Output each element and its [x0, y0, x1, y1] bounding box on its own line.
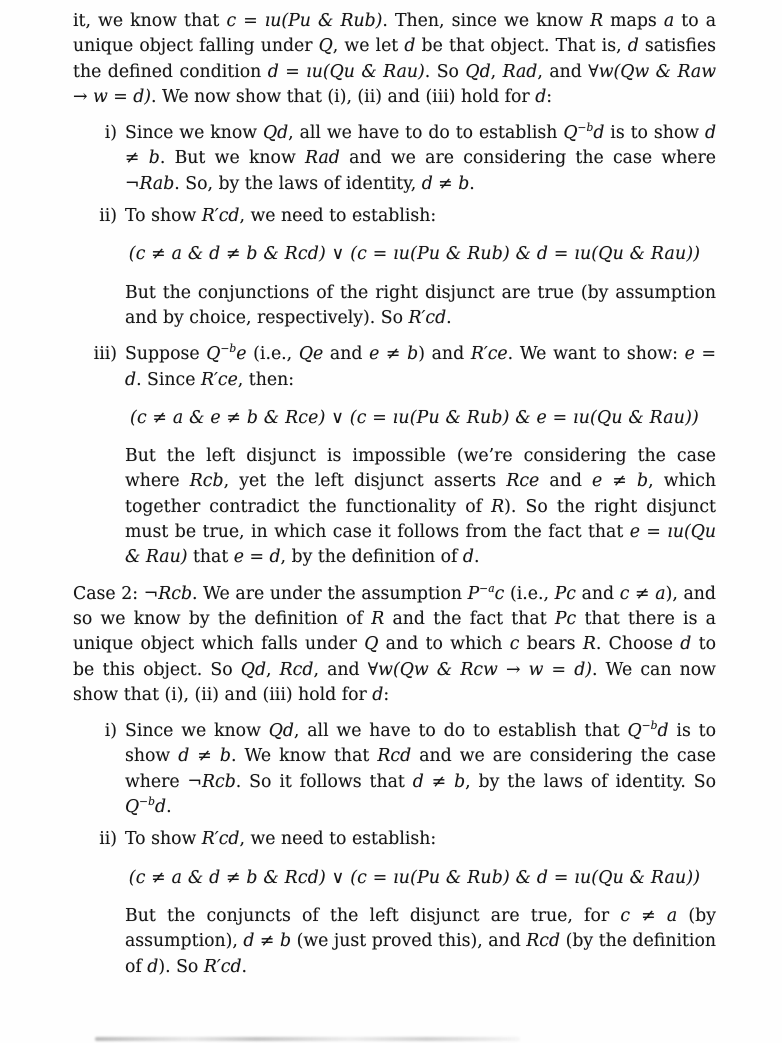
list-item-text: Since we know Qd, all we have to do to establish $Q^{-b}d$ is to show d ≠ b. But we know Rad and we are considering the case where ¬Rab. So, by the laws of identity, d ≠ b.	[125, 121, 717, 194]
display-formula: (c ≠ a & d ≠ b & Rcd) ∨ (c = ıu(Pu & Rub) & d = ıu(Qu & Rau))	[128, 867, 701, 888]
list-item	[73, 827, 716, 852]
list-item-continuation: But the left disjunct is impossible (we’re considering the case where Rcb, yet the left disjunct asserts Rce and e ≠ b, which together contradict the functionality of R). So the right disjunct must be true, in which case it follows from the fact that e = ıu(Qu & Rau) that e = d, by the definition of d.	[125, 446, 717, 568]
list-item-continuation: But the conjunctions of the right disjunct are true (by assumption and by choice, respectively). So R′cd.	[125, 282, 716, 328]
display-formula: (c ≠ a & e ≠ b & Rce) ∨ (c = ıu(Pu & Rub) & e = ıu(Qu & Rau))	[130, 407, 699, 428]
list-item-text: To show R′cd, we need to establish:	[125, 206, 437, 227]
list-item-text: Suppose $Q^{-b}e$ (i.e., Qe and e ≠ b) and R′ce. We want to show: e = d. Since R′ce, then:	[125, 342, 717, 390]
list-item-label: iii)	[93, 344, 117, 365]
display-formula: (c ≠ a & d ≠ b & Rcd) ∨ (c = ıu(Pu & Rub) & d = ıu(Qu & Rau))	[128, 244, 701, 265]
list-item-label: i)	[104, 721, 117, 742]
list-item-text: To show R′cd, we need to establish:	[125, 829, 437, 850]
clipped-next-line-fragment	[95, 1037, 520, 1041]
list-item	[73, 204, 716, 229]
list-item	[73, 342, 716, 393]
list-item	[73, 719, 716, 820]
list-item-label: i)	[104, 123, 117, 144]
paragraph: Case 2: ¬Rcb. We are under the assumption $P^{-a}c$ (i.e., Pc and c ≠ a), and so we know by the definition of R and the fact that Pc that there is a unique object which falls under Q and to which c bears R. Choose d to be this object. So Qd, Rcd, and ∀w(Qw & Rcw → w = d). We can now show that (i), (ii) and (iii) hold for d:	[73, 581, 716, 705]
list-item	[73, 121, 716, 197]
list-item-label: ii)	[99, 206, 117, 227]
list-item-text: Since we know Qd, all we have to do to establish that $Q^{-b}d$ is to show d ≠ b. We know that Rcd and we are considering the case where ¬Rcb. So it follows that d ≠ b, by the laws of identity. So $Q^{-b}d$.	[125, 719, 717, 818]
text-column	[73, 9, 716, 980]
paragraph: it, we know that c = ıu(Pu & Rub). Then, since we know R maps a to a unique object falling under Q, we let d be that object. That is, d satisfies the defined condition d = ıu(Qu & Rau). So Qd, Rad, and ∀w(Qw & Raw → w = d). We now show that (i), (ii) and (iii) hold for d:	[73, 11, 717, 107]
list-item-continuation: But the conjuncts of the left disjunct are true, for c ≠ a (by assumption), d ≠ b (we just proved this), and Rcd (by the definition of d). So R′cd.	[125, 905, 716, 977]
list-item-label: ii)	[99, 829, 117, 850]
